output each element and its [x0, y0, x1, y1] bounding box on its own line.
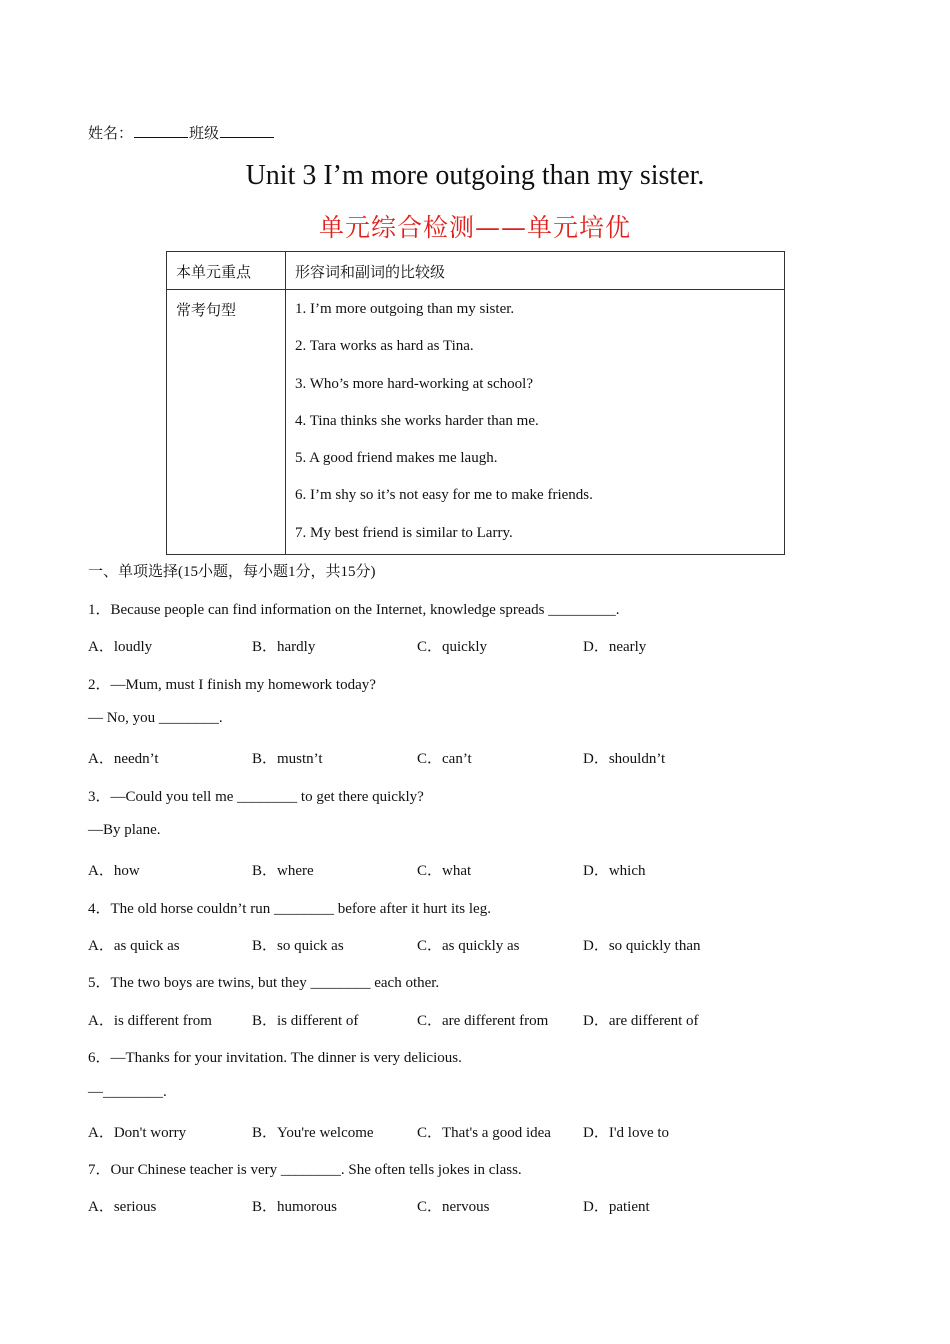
- q2-option-a[interactable]: A．needn’t: [88, 751, 159, 767]
- question-6-stem: 6．—Thanks for your invitation. The dinner is very delicious.: [88, 1050, 462, 1066]
- focus-label: 本单元重点: [176, 265, 252, 281]
- q5-option-b[interactable]: B．is different of: [252, 1013, 359, 1029]
- unit-title: Unit 3 I’m more outgoing than my sister.: [245, 160, 705, 191]
- q4-option-b[interactable]: B．so quick as: [252, 938, 344, 954]
- q6-option-d[interactable]: D．I'd love to: [583, 1125, 670, 1141]
- sentence-row: [167, 290, 785, 555]
- q6-option-b[interactable]: B．You're welcome: [252, 1125, 374, 1141]
- q7-option-a[interactable]: A．serious: [88, 1199, 157, 1215]
- class-label: 班级: [189, 126, 220, 142]
- q7-option-c[interactable]: C．nervous: [417, 1199, 490, 1215]
- q2-option-b[interactable]: B．mustn’t: [252, 751, 323, 767]
- question-3-stem: 3．—Could you tell me ________ to get there quickly?: [88, 789, 424, 805]
- sentence-label: 常考句型: [176, 303, 237, 319]
- focus-value-cell: [286, 252, 785, 290]
- sentence-list-cell: [286, 290, 785, 555]
- focus-label-cell: [167, 252, 286, 290]
- q1-option-a[interactable]: A．loudly: [88, 639, 153, 655]
- sentence-label-cell: [167, 290, 286, 555]
- q1-option-d[interactable]: D．nearly: [583, 639, 647, 655]
- q2-option-d[interactable]: D．shouldn’t: [583, 751, 666, 767]
- section-title: 一、单项选择(15小题，每小题1分，共15分): [88, 564, 376, 580]
- q5-option-c[interactable]: C．are different from: [417, 1013, 549, 1029]
- q3-option-b[interactable]: B．where: [252, 863, 314, 879]
- name-label: 姓名：: [88, 126, 134, 142]
- question-5-stem: 5．The two boys are twins, but they ________ each other.: [88, 975, 440, 991]
- q3-option-c[interactable]: C．what: [417, 863, 472, 879]
- sentence-item: 2. Tara works as hard as Tina.: [295, 338, 474, 355]
- question-2-line2: — No, you ________.: [88, 710, 223, 726]
- focus-row: [167, 252, 785, 290]
- class-blank[interactable]: [220, 125, 274, 138]
- q6-option-c[interactable]: C．That's a good idea: [417, 1125, 551, 1141]
- sentence-list: [295, 290, 784, 554]
- sentence-item: 4. Tina thinks she works harder than me.: [295, 412, 539, 429]
- q3-option-d[interactable]: D．which: [583, 863, 646, 879]
- sentence-item: 3. Who’s more hard-working at school?: [295, 375, 534, 392]
- q4-option-a[interactable]: A．as quick as: [88, 938, 180, 954]
- sentence-item: 7. My best friend is similar to Larry.: [295, 524, 513, 541]
- sentence-item: 1. I’m more outgoing than my sister.: [295, 301, 515, 317]
- q5-option-a[interactable]: A．is different from: [88, 1013, 212, 1029]
- q1-option-c[interactable]: C．quickly: [417, 639, 487, 655]
- focus-value: 形容词和副词的比较级: [295, 265, 446, 281]
- name-blank[interactable]: [134, 125, 188, 138]
- q3-option-a[interactable]: A．how: [88, 863, 140, 879]
- unit-focus-table: [166, 251, 785, 555]
- question-1-stem: 1．Because people can find information on the Internet, knowledge spreads _________.: [88, 602, 620, 618]
- q2-option-c[interactable]: C．can’t: [417, 751, 472, 767]
- question-6-line2: —________.: [88, 1084, 167, 1100]
- q7-option-b[interactable]: B．humorous: [252, 1199, 338, 1215]
- sentence-item: 5. A good friend makes me laugh.: [295, 450, 498, 467]
- q4-option-c[interactable]: C．as quickly as: [417, 938, 520, 954]
- question-7-stem: 7．Our Chinese teacher is very ________. She often tells jokes in class.: [88, 1162, 522, 1178]
- question-4-stem: 4．The old horse couldn’t run ________ before after it hurt its leg.: [88, 901, 491, 917]
- unit-subtitle: 单元综合检测——单元培优: [318, 213, 631, 242]
- q1-option-b[interactable]: B．hardly: [252, 639, 316, 655]
- q5-option-d[interactable]: D．are different of: [583, 1013, 699, 1029]
- student-info-line: [88, 122, 275, 143]
- q7-option-d[interactable]: D．patient: [583, 1199, 650, 1215]
- q6-option-a[interactable]: A．Don't worry: [88, 1125, 187, 1141]
- question-2-stem: 2．—Mum, must I finish my homework today?: [88, 677, 376, 693]
- sentence-item: 6. I’m shy so it’s not easy for me to make friends.: [295, 487, 593, 504]
- question-3-line2: —By plane.: [88, 822, 161, 838]
- q4-option-d[interactable]: D．so quickly than: [583, 938, 701, 954]
